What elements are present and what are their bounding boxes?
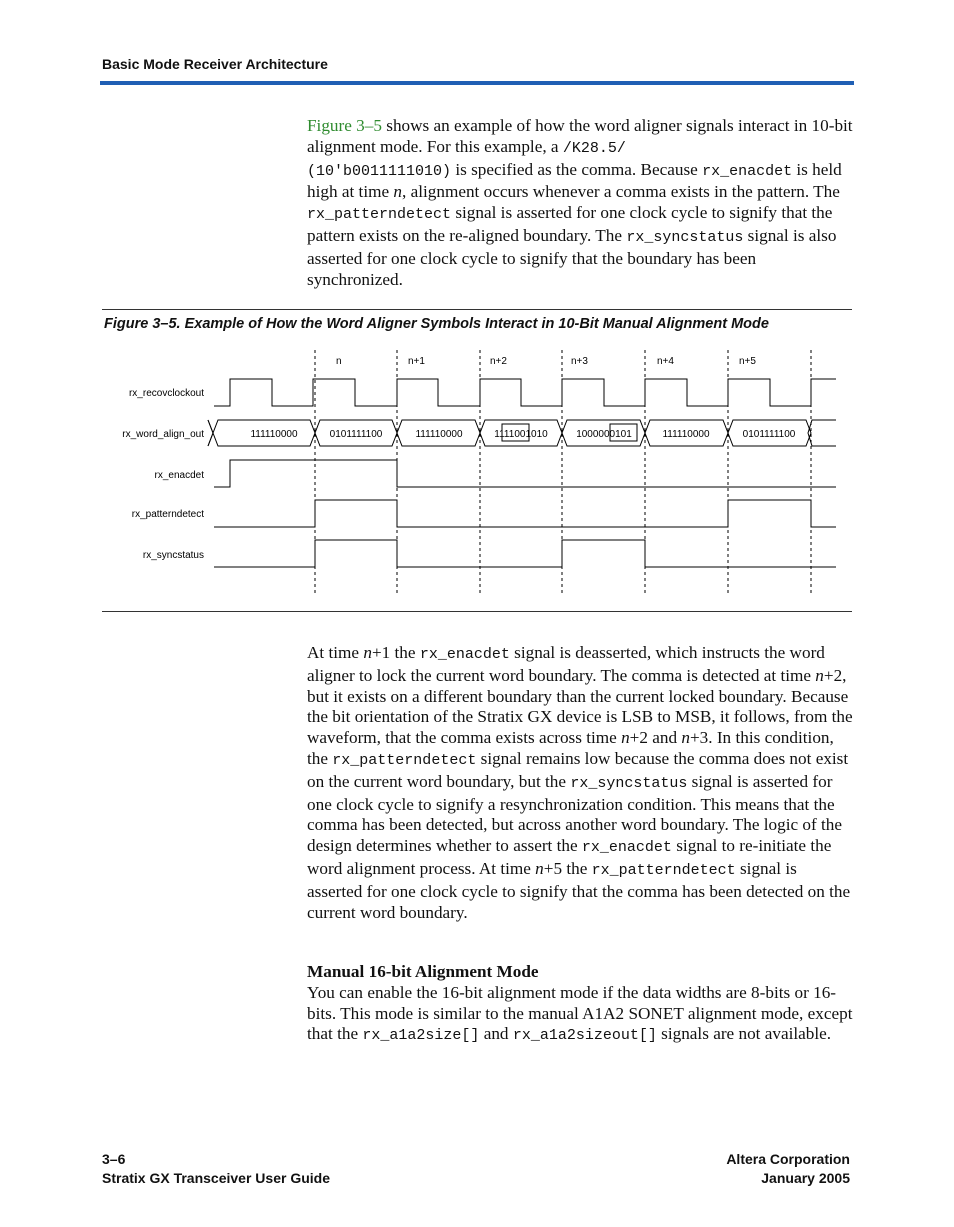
bus-word-label: 111110000 — [662, 429, 710, 440]
running-header: Basic Mode Receiver Architecture — [102, 56, 328, 72]
time-label: n+2 — [490, 356, 507, 367]
guide-title: Stratix GX Transceiver User Guide — [102, 1170, 330, 1186]
footer-left — [102, 1150, 330, 1188]
figure-bottom-rule — [102, 611, 852, 612]
timing-diagram — [102, 340, 852, 605]
time-markers — [315, 350, 811, 595]
signal-label: rx_enacdet — [154, 470, 204, 481]
manual-16bit-section: Manual 16-bit Alignment Mode You can enable the 16-bit alignment mode if the data widths are 8-bits or 16-bits. This mode is similar to the manual A1A2 SONET alignment mode, except that the rx_a1a2size[] and rx_a1a2sizeout[] signals are not available. — [307, 962, 855, 1047]
signal-label: rx_recovclockout — [128, 388, 204, 399]
footer-right — [726, 1150, 850, 1188]
bus-word-label: 111110000 — [415, 429, 463, 440]
figure-top-rule — [102, 309, 852, 310]
section-heading: Manual 16-bit Alignment Mode — [307, 962, 539, 981]
figure-link[interactable]: Figure 3–5 — [307, 116, 382, 135]
bus-word-label: 0101111100 — [742, 429, 796, 440]
publication-date: January 2005 — [761, 1170, 850, 1186]
time-label: n+3 — [571, 356, 588, 367]
time-label: n+4 — [657, 356, 674, 367]
bus-word-label: 1111001010 — [494, 429, 548, 440]
company-name: Altera Corporation — [726, 1151, 850, 1167]
figure-caption: Figure 3–5. Example of How the Word Aligner Symbols Interact in 10-Bit Manual Alignment Mode — [104, 316, 769, 332]
page-number: 3–6 — [102, 1151, 126, 1167]
time-label: n+5 — [739, 356, 756, 367]
signal-label: rx_word_align_out — [122, 429, 204, 440]
intro-paragraph: Figure 3–5 shows an example of how the word aligner signals interact in 10-bit alignment mode. For this example, a /K28.5/ (10'b0011111010) is specified as the comma. Because rx_enacdet is held high at time n, alignment occurs whenever a comma exists in the pattern. The rx_patterndetect signal is asserted for one clock cycle to signify that the pattern exists on the re-aligned boundary. The rx_syncstatus signal is also asserted for one clock cycle to signify that the boundary has been synchronized. — [307, 116, 853, 289]
bus-word-label: 111110000 — [250, 429, 298, 440]
enacdet-waveform — [214, 460, 836, 487]
body-paragraph: At time n+1 the rx_enacdet signal is deasserted, which instructs the word aligner to lock the current word boundary. The comma is detected at time n+2, but it exists on a different boundary than the current locked boundary. Because the bit orientation of the Stratix GX device is LSB to MSB, it follows, from the waveform, that the comma exists across time n+2 and n+3. In this condition, the rx_patterndetect signal remains low because the comma does not exist on the current word boundary, but the rx_syncstatus signal is asserted for one clock cycle to signify a resynchronization condition. This means that the comma has been detected, but across another word boundary. The logic of the design determines whether to assert the rx_enacdet signal to re-initiate the word alignment process. At time n+5 the rx_patterndetect signal is asserted for one clock cycle to signify that the comma has been detected on the current word boundary. — [307, 643, 853, 922]
signal-label: rx_patterndetect — [131, 509, 204, 520]
time-label: n+1 — [408, 356, 425, 367]
time-label: n — [336, 356, 342, 367]
clock-waveform — [214, 379, 836, 406]
bus-word-label: 1000000101 — [576, 429, 632, 440]
bus-word-label: 0101111100 — [329, 429, 383, 440]
syncstatus-waveform — [214, 540, 836, 567]
header-rule — [100, 81, 854, 85]
patterndetect-waveform — [214, 500, 836, 527]
signal-label: rx_syncstatus — [142, 550, 204, 561]
